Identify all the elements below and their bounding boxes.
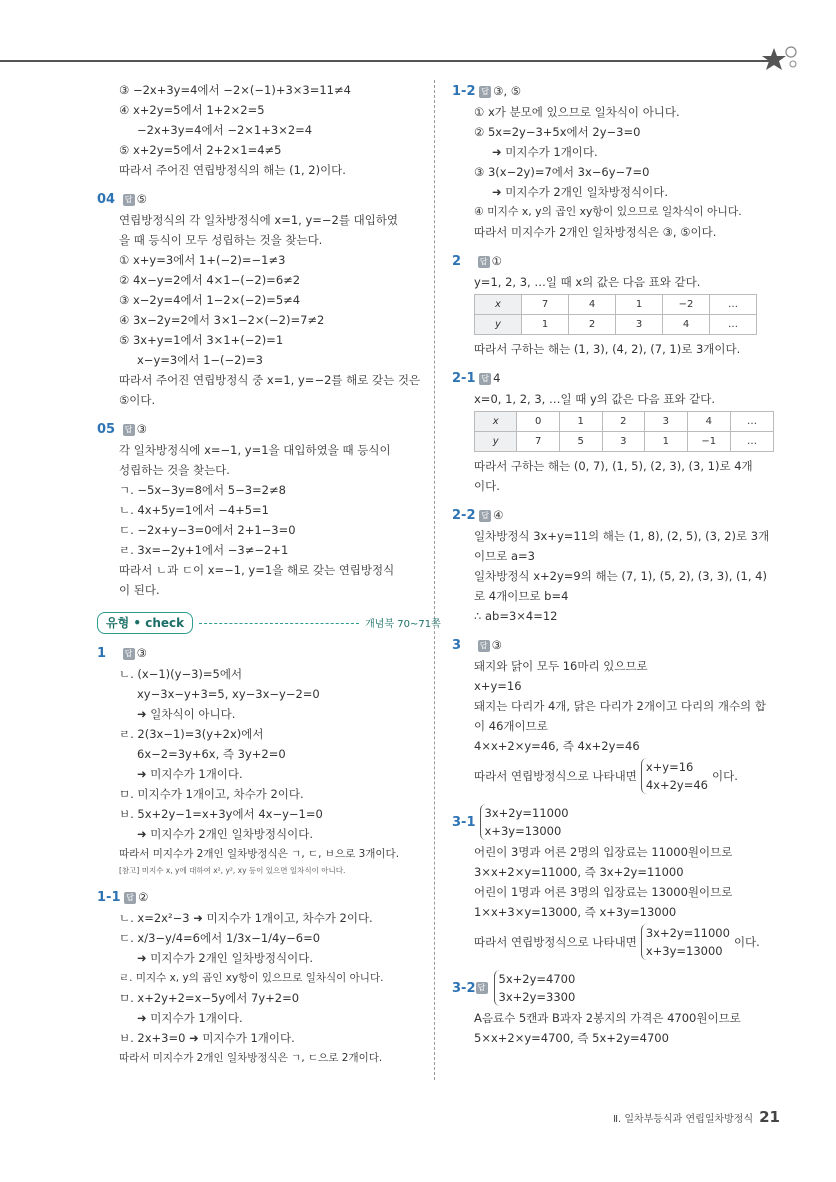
text-line: ㄴ. (x−1)(y−3)=5에서 <box>119 667 243 681</box>
equation: x+3y=13000 <box>645 944 723 958</box>
text-line: ③ x−2y=4에서 1−2×(−2)=5≠4 <box>119 293 301 307</box>
equation: 4x+2y=46 <box>645 778 708 792</box>
answer: ① <box>491 254 502 268</box>
problem-number: 04 <box>97 192 116 207</box>
table-cell: −1 <box>687 432 730 452</box>
answer: ③ <box>491 638 502 652</box>
table-cell: 3 <box>602 432 645 452</box>
star-icon <box>760 44 800 74</box>
table-cell: 3 <box>616 315 663 335</box>
table-row <box>475 295 757 315</box>
problem-number: 2-1 <box>452 371 476 386</box>
answer: 4 <box>493 371 501 385</box>
text-line: ㄱ. −5x−3y=8에서 5−3=2≠8 <box>119 483 286 497</box>
text-line: 각 일차방정식에 x=−1, y=1을 대입하였을 때 등식이 <box>119 443 391 457</box>
answer-badge: 답 <box>124 892 136 904</box>
problem-2-2-header <box>452 504 774 526</box>
equation: 3x+2y=11000 <box>484 806 569 820</box>
answer: ② <box>138 890 149 904</box>
answer: ④ <box>493 508 504 522</box>
table-header-y: y <box>475 315 522 335</box>
table-cell: 5 <box>559 432 602 452</box>
text-line: ➜ 일차식이 아니다. <box>137 707 236 721</box>
text-line: 어린이 3명과 어른 2명의 입장료는 11000원이므로 <box>474 845 733 859</box>
text-line: 따라서 미지수가 2개인 일차방정식은 ㄱ, ㄷ, ㅂ으로 3개이다. <box>119 848 400 860</box>
answer-badge: 답 <box>123 424 135 436</box>
text-line: 이 46개이므로 <box>474 719 548 733</box>
text-line: xy−3x−y+3=5, xy−3x−y−2=0 <box>137 687 320 701</box>
problem-number: 2 <box>452 254 462 269</box>
answer: ③ <box>136 646 147 660</box>
table-cell: −2 <box>663 295 710 315</box>
table-cell: … <box>710 315 757 335</box>
text-line: 따라서 미지수가 2개인 일차방정식은 ㄱ, ㄷ으로 2개이다. <box>119 1052 383 1064</box>
table-header-x: x <box>475 412 517 432</box>
text-line: 6x−2=3y+6x, 즉 3y+2=0 <box>137 747 286 761</box>
top-rule <box>0 60 770 62</box>
answer-badge: 답 <box>123 648 135 660</box>
problem-1-header <box>97 642 415 664</box>
table-cell: 1 <box>559 412 602 432</box>
text-line: 따라서 ㄴ과 ㄷ이 x=−1, y=1을 해로 갖는 연립방정식 <box>119 563 395 577</box>
right-column <box>452 80 774 1048</box>
problem-1-1-header <box>97 886 415 908</box>
column-divider <box>434 80 435 1080</box>
table-cell: 1 <box>522 315 569 335</box>
text-line: ④ 3x−2y=2에서 3×1−2×(−2)=7≠2 <box>119 313 325 327</box>
table-cell: 3 <box>645 412 688 432</box>
text-line: ㅁ. 미지수가 1개이고, 차수가 2이다. <box>119 787 304 801</box>
text-line: 어린이 1명과 어른 3명의 입장료는 13000원이므로 <box>474 885 733 899</box>
text-line: ② 5x=2y−3+5x에서 2y−3=0 <box>474 125 641 139</box>
equation: 5x+2y=4700 <box>498 972 576 986</box>
problem-3-1-header <box>452 802 774 842</box>
table-cell: 2 <box>569 315 616 335</box>
text-line: ➜ 미지수가 2개인 일차방정식이다. <box>137 827 313 841</box>
note: [참고] 미지수 x, y에 대하여 x², y², xy 등이 있으면 일차식이 아니다. <box>119 866 346 875</box>
problem-3-2-header <box>452 968 774 1008</box>
text-line: ㄴ. 4x+5y=1에서 −4+5=1 <box>119 503 269 517</box>
chapter-title: Ⅱ. 일차부등식과 연립일차방정식 <box>613 1114 754 1125</box>
text-line: 로 4개이므로 b=4 <box>474 589 569 603</box>
text-line: ⑤ 3x+y=1에서 3×1+(−2)=1 <box>119 333 284 347</box>
text: 따라서 연립방정식으로 나타내면 <box>474 769 637 783</box>
text-line: 4×x+2×y=46, 즉 4x+2y=46 <box>474 739 640 753</box>
problem-2-1-header <box>452 367 774 389</box>
text-line: ➜ 미지수가 2개인 일차방정식이다. <box>492 185 668 199</box>
equation: 3x+2y=11000 <box>645 926 730 940</box>
text-line: 5×x+2×y=4700, 즉 5x+2y=4700 <box>474 1031 669 1045</box>
text-line: ③ 3(x−2y)=7에서 3x−6y−7=0 <box>474 165 650 179</box>
value-table <box>474 294 757 335</box>
table-row <box>475 412 774 432</box>
table-cell: … <box>731 412 774 432</box>
problem-1-2-header <box>452 80 774 102</box>
text-line: ➜ 미지수가 2개인 일차방정식이다. <box>137 951 313 965</box>
text-line: 따라서 구하는 해는 (1, 3), (4, 2), (7, 1)로 3개이다. <box>474 342 741 356</box>
text-line: 이므로 a=3 <box>474 549 535 563</box>
table-cell: 7 <box>522 295 569 315</box>
text-line: ② 4x−y=2에서 4×1−(−2)=6≠2 <box>119 273 301 287</box>
text-line: ① x가 분모에 있으므로 일차식이 아니다. <box>474 105 680 119</box>
problem-number: 3-1 <box>452 814 476 830</box>
answer-badge: 답 <box>479 373 491 385</box>
text-line: ① x+y=3에서 1+(−2)=−1≠3 <box>119 253 286 267</box>
problem-number: 05 <box>97 422 116 437</box>
dashed-rule <box>199 623 359 624</box>
answer: ③ <box>136 422 147 436</box>
text-line: x=0, 1, 2, 3, …일 때 y의 값은 다음 표와 같다. <box>474 392 716 406</box>
left-column <box>97 80 441 1068</box>
text-line: ㄷ. x/3−y/4=6에서 1/3x−1/4y−6=0 <box>119 931 321 945</box>
equation: 3x+2y=3300 <box>498 990 576 1004</box>
text-line: ㄹ. 2(3x−1)=3(y+2x)에서 <box>119 727 264 741</box>
problem-04-header <box>97 188 415 210</box>
answer-badge: 답 <box>478 256 490 268</box>
table-header-x: x <box>475 295 522 315</box>
text-line: 을 때 등식이 모두 성립하는 것을 찾는다. <box>119 233 323 247</box>
text-line: ㄴ. x=2x²−3 ➜ 미지수가 1개이고, 차수가 2이다. <box>119 911 373 925</box>
text-line: 연립방정식의 각 일차방정식에 x=1, y=−2를 대입하였 <box>119 213 399 227</box>
equation-system <box>641 758 708 794</box>
table-cell: 0 <box>517 412 560 432</box>
text-line: 3×x+2×y=11000, 즉 3x+2y=11000 <box>474 865 684 879</box>
type-check-banner <box>97 612 441 634</box>
text-line: ㅂ. 2x+3=0 ➜ 미지수가 1개이다. <box>119 1031 295 1045</box>
type-check-label: 유형 • check <box>97 612 193 634</box>
type-check-ref: 개념북 70~71쪽 <box>365 619 441 630</box>
text-line: 따라서 주어진 연립방정식 중 x=1, y=−2를 해로 갖는 것은 <box>119 373 421 387</box>
text: 이다. <box>733 935 760 949</box>
equation-system <box>641 924 730 960</box>
table-cell: 2 <box>602 412 645 432</box>
text-line: 따라서 주어진 연립방정식의 해는 (1, 2)이다. <box>119 163 346 177</box>
text-line: 이다. <box>474 479 500 493</box>
table-cell: 7 <box>517 432 560 452</box>
text-line: ➜ 미지수가 1개이다. <box>492 145 598 159</box>
table-cell: 4 <box>569 295 616 315</box>
answer-badge: 답 <box>476 982 488 994</box>
table-row <box>475 315 757 335</box>
text-line: x+y=16 <box>474 679 522 693</box>
text-line: 성립하는 것을 찾는다. <box>119 463 230 477</box>
equation-system <box>494 970 576 1006</box>
problem-number: 1 <box>97 646 107 661</box>
problem-number: 1-1 <box>97 890 121 905</box>
table-cell: … <box>731 432 774 452</box>
text-line: 따라서 구하는 해는 (0, 7), (1, 5), (2, 3), (3, 1)로 4개 <box>474 459 753 473</box>
text-line: ➜ 미지수가 1개이다. <box>137 1011 243 1025</box>
problem-2-header <box>452 250 774 272</box>
text-line: x−y=3에서 1−(−2)=3 <box>137 353 263 367</box>
text-line: ㄹ. 3x=−2y+1에서 −3≠−2+1 <box>119 543 289 557</box>
equation-system <box>480 804 569 840</box>
problem-number: 1-2 <box>452 84 476 99</box>
equation: x+3y=13000 <box>484 824 562 838</box>
problem-number: 2-2 <box>452 508 476 523</box>
table-cell: 1 <box>616 295 663 315</box>
text: 이다. <box>712 769 738 783</box>
answer: ③, ⑤ <box>493 84 522 98</box>
text-line: 1×x+3×y=13000, 즉 x+3y=13000 <box>474 905 677 919</box>
text-line: y=1, 2, 3, …일 때 x의 값은 다음 표와 같다. <box>474 275 701 289</box>
page-footer <box>600 1108 780 1126</box>
text-line: 이 된다. <box>119 583 160 597</box>
answer-badge: 답 <box>479 510 491 522</box>
text-line: 따라서 미지수가 2개인 일차방정식은 ③, ⑤이다. <box>474 225 717 239</box>
text-line: 돼지는 다리가 4개, 닭은 다리가 2개이고 다리의 개수의 합 <box>474 699 766 713</box>
text-line: 일차방정식 x+2y=9의 해는 (7, 1), (5, 2), (3, 3), (1, 4) <box>474 569 767 583</box>
text: 따라서 연립방정식으로 나타내면 <box>474 935 637 949</box>
text-line: ➜ 미지수가 1개이다. <box>137 767 243 781</box>
answer-badge: 답 <box>478 640 490 652</box>
equation: x+y=16 <box>645 760 694 774</box>
table-header-y: y <box>475 432 517 452</box>
text-line: ㄹ. 미지수 x, y의 곱인 xy항이 있으므로 일차식이 아니다. <box>119 972 384 984</box>
value-table <box>474 411 774 452</box>
problem-number: 3-2 <box>452 980 476 996</box>
text-line: ③ −2x+3y=4에서 −2×(−1)+3×3=11≠4 <box>119 83 351 97</box>
text-line: ㅂ. 5x+2y−1=x+3y에서 4x−y−1=0 <box>119 807 323 821</box>
page-number: 21 <box>759 1108 780 1126</box>
system-line <box>452 756 774 796</box>
problem-05-header <box>97 418 415 440</box>
table-row <box>475 432 774 452</box>
system-line <box>452 922 774 962</box>
problem-number: 3 <box>452 638 462 653</box>
table-cell: 1 <box>645 432 688 452</box>
text-line: 일차방정식 3x+y=11의 해는 (1, 8), (2, 5), (3, 2)로 3개 <box>474 529 770 543</box>
table-cell: 4 <box>663 315 710 335</box>
text-line: ⑤ x+2y=5에서 2+2×1=4≠5 <box>119 143 282 157</box>
text-line: ㄷ. −2x+y−3=0에서 2+1−3=0 <box>119 523 296 537</box>
text-line: 돼지와 닭이 모두 16마리 있으므로 <box>474 659 648 673</box>
text-line: ④ 미지수 x, y의 곱인 xy항이 있으므로 일차식이 아니다. <box>474 205 742 218</box>
text-line: ㅁ. x+2y+2=x−5y에서 7y+2=0 <box>119 991 300 1005</box>
answer-badge: 답 <box>479 86 491 98</box>
text-line: ⑤이다. <box>119 393 156 407</box>
answer-badge: 답 <box>123 194 135 206</box>
text-line: ∴ ab=3×4=12 <box>474 609 558 623</box>
table-cell: 4 <box>687 412 730 432</box>
text-line: −2x+3y=4에서 −2×1+3×2=4 <box>137 123 313 137</box>
table-cell: … <box>710 295 757 315</box>
problem-3-header <box>452 634 774 656</box>
answer: ⑤ <box>136 192 147 206</box>
text-line: A음료수 5캔과 B과자 2봉지의 가격은 4700원이므로 <box>474 1011 741 1025</box>
text-line: ④ x+2y=5에서 1+2×2=5 <box>119 103 265 117</box>
